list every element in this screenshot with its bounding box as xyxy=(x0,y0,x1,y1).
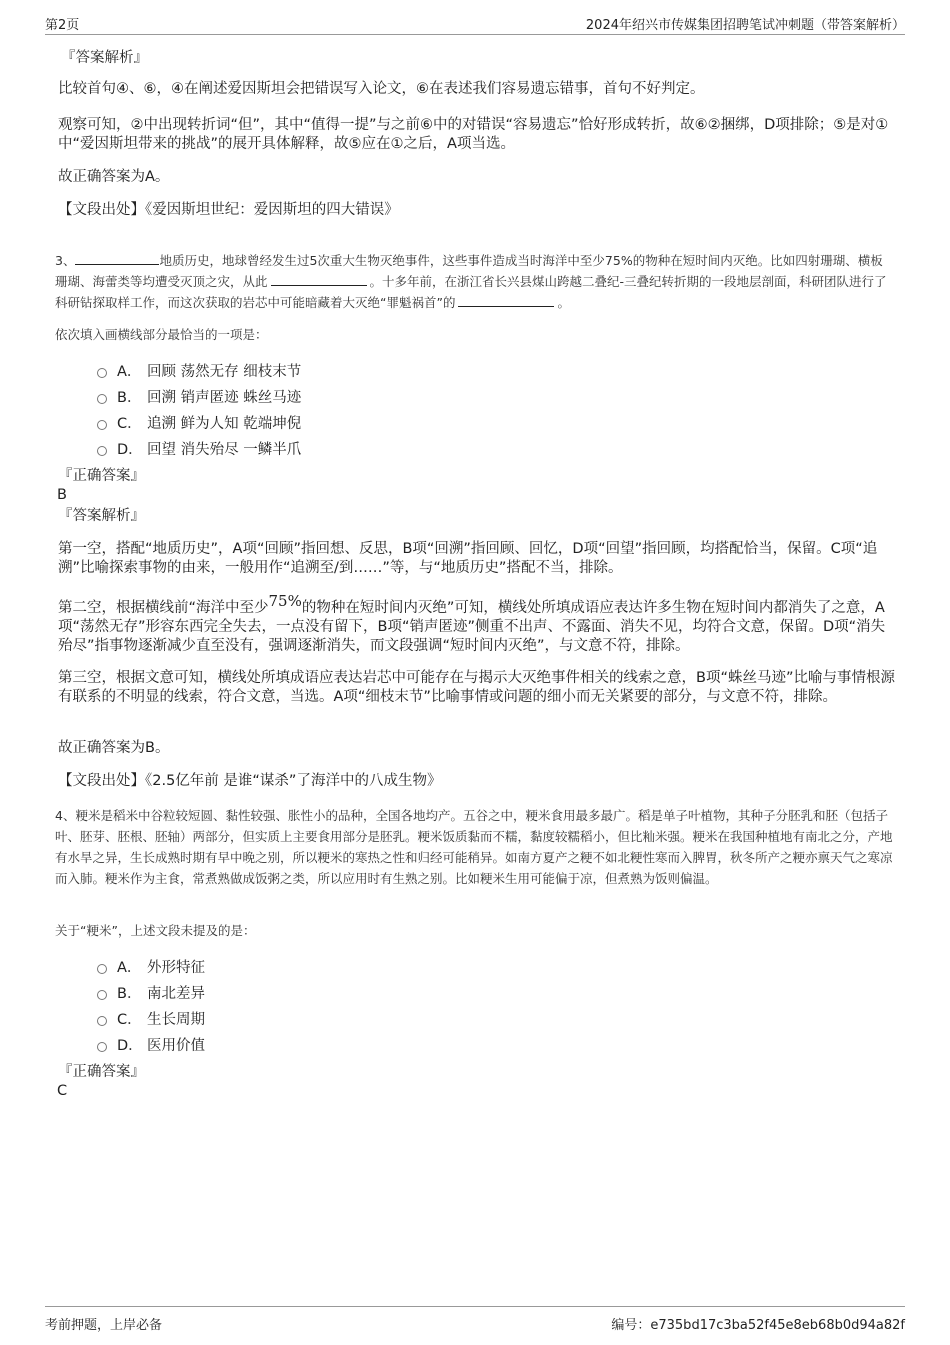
q4-option-a[interactable]: A． 外形特征 xyxy=(97,956,205,977)
q2-source: 【文段出处】《爱因斯坦世纪：爱因斯坦的四大错误》 xyxy=(58,202,399,218)
q3-analysis-label: 『答案解析』 xyxy=(58,508,145,524)
q3-prompt: 依次填入画横线部分最恰当的一项是： xyxy=(55,327,268,342)
q4-option-b[interactable]: B． 南北差异 xyxy=(97,982,205,1003)
q3-text-a: 地质历史，地球曾经发生过5次重大生物灭绝事件，这些事件造成当时海洋中至少75%的物种在短时间内灭绝。比如四射珊瑚、横板珊瑚、海蕾类等均遭受灭顶之灾，从此 xyxy=(55,253,883,289)
q2-analysis-p1: 比较首句④、⑥，④在阐述爱因斯坦会把错误写入论文，⑥在表述我们容易遗忘错事，首句不好判定。 xyxy=(58,81,705,97)
page-footer xyxy=(45,1306,905,1333)
q2-analysis-conclusion: 故正确答案为A。 xyxy=(58,169,170,185)
q3-analysis-p2: 第二空，根据横线前“海洋中至少75%的物种在短时间内灭绝”可知，横线处所填成语应表达许多生物在短时间内都消失了之意，A项“荡然无存”形容东西完全失去，一点没有留下，B项“销声匿迹”侧重不出声、不露面、消失不见，均符合文意，保留。D项“消失殆尽”指事物逐渐减少直至没有，强调逐渐消失，而文段强调“短时间内灭绝”，与文意不符，排除。 xyxy=(58,592,886,654)
q2-analysis-p2: 观察可知，②中出现转折词“但”，其中“值得一提”与之前⑥中的对错误“容易遗忘”恰好形成转折，故⑥②捆绑，D项排除；⑤是对①中“爱因斯坦带来的挑战”的展开具体解释，故⑤应在①之后，A项当选。 xyxy=(58,117,889,152)
document-code: 编号：e735bd17c3ba52f45e8eb68b0d94a82f xyxy=(611,1318,905,1333)
q4-prompt: 关于“粳米”，上述文段未提及的是： xyxy=(55,923,256,938)
page-number: 第2页 xyxy=(45,18,80,33)
q4-stem xyxy=(55,805,895,889)
blank-1 xyxy=(75,251,159,265)
page-header xyxy=(45,14,905,35)
q4-correct-label: 『正确答案』 xyxy=(58,1064,145,1080)
q3-correct-label: 『正确答案』 xyxy=(58,468,145,484)
q4-option-d[interactable]: D． 医用价值 xyxy=(97,1034,205,1055)
q3-option-a[interactable]: A． 回顾 荡然无存 细枝末节 xyxy=(97,360,301,381)
q3-option-d[interactable]: D． 回望 消失殆尽 一鳞半爪 xyxy=(97,438,301,459)
q3-number: 3、 xyxy=(55,253,76,268)
q3-option-b[interactable]: B． 回溯 销声匿迹 蛛丝马迹 xyxy=(97,386,301,407)
q3-source: 【文段出处】《2.5亿年前 是谁“谋杀”了海洋中的八成生物》 xyxy=(58,773,442,789)
blank-3 xyxy=(458,293,554,307)
formula-75-percent: 75% xyxy=(268,592,302,610)
q3-correct-answer: B xyxy=(57,487,67,503)
radio-icon[interactable] xyxy=(97,1016,107,1026)
q3-analysis-p3: 第三空，根据文意可知，横线处所填成语应表达岩芯中可能存在与揭示大灭绝事件相关的线索之意，B项“蛛丝马迹”比喻与事情根源有联系的不明显的线索，符合文意，当选。A项“细枝末节”比喻事情或问题的细小而无关紧要的部分，与文意不符，排除。 xyxy=(58,670,895,705)
radio-icon[interactable] xyxy=(97,368,107,378)
radio-icon[interactable] xyxy=(97,964,107,974)
q3-text-c: 。 xyxy=(557,295,570,310)
radio-icon[interactable] xyxy=(97,990,107,1000)
radio-icon[interactable] xyxy=(97,446,107,456)
q4-text: 粳米是稻米中谷粒较短圆、黏性较强、胀性小的品种，全国各地均产。五谷之中，粳米食用最多最广。稻是单子叶植物，其种子分胚乳和胚（包括子叶、胚芽、胚根、胚轴）两部分，但实质上主要食用部分是胚乳。粳米饭质黏而不糯，黏度较糯稻小，但比籼米强。粳米在我国种植地有南北之分，产地有水旱之异，生长成熟时期有早中晚之别，所以粳米的寒热之性和归经可能稍异。如南方夏产之粳不如北粳性寒而入脾胃，秋冬所产之粳亦禀天气之寒凉而入肺。粳米作为主食，常煮熟做成饭粥之类，所以应用时有生熟之别。比如粳米生用可能偏于凉，但煮熟为饭则偏温。 xyxy=(55,808,893,886)
q3-stem xyxy=(55,250,895,313)
q3-option-c[interactable]: C． 追溯 鲜为人知 乾端坤倪 xyxy=(97,412,301,433)
q3-analysis-p1: 第一空，搭配“地质历史”，A项“回顾”指回想、反思，B项“回溯”指回顾、回忆，D项“回望”指回顾，均搭配恰当，保留。C项“追溯”比喻探索事物的由来，一般用作“追溯至/到……”等，与“地质历史”搭配不当，排除。 xyxy=(58,541,878,576)
document-title: 2024年绍兴市传媒集团招聘笔试冲刺题（带答案解析） xyxy=(585,18,905,33)
footer-slogan: 考前押题，上岸必备 xyxy=(45,1318,163,1333)
blank-2 xyxy=(271,272,367,286)
q3-analysis-conclusion: 故正确答案为B。 xyxy=(58,740,170,756)
q4-correct-answer: C xyxy=(57,1083,68,1099)
q2-analysis-label: 『答案解析』 xyxy=(61,50,148,66)
radio-icon[interactable] xyxy=(97,394,107,404)
q3-text-b: 。十多年前，在浙江省长兴县煤山跨越二叠纪-三叠纪转折期的一段地层剖面，科研团队进行了科研钻探取样工作，而这次获取的岩芯中可能暗藏着大灭绝“罪魁祸首”的 xyxy=(55,274,887,310)
radio-icon[interactable] xyxy=(97,1042,107,1052)
q4-number: 4、 xyxy=(55,808,76,823)
q4-option-c[interactable]: C． 生长周期 xyxy=(97,1008,205,1029)
radio-icon[interactable] xyxy=(97,420,107,430)
